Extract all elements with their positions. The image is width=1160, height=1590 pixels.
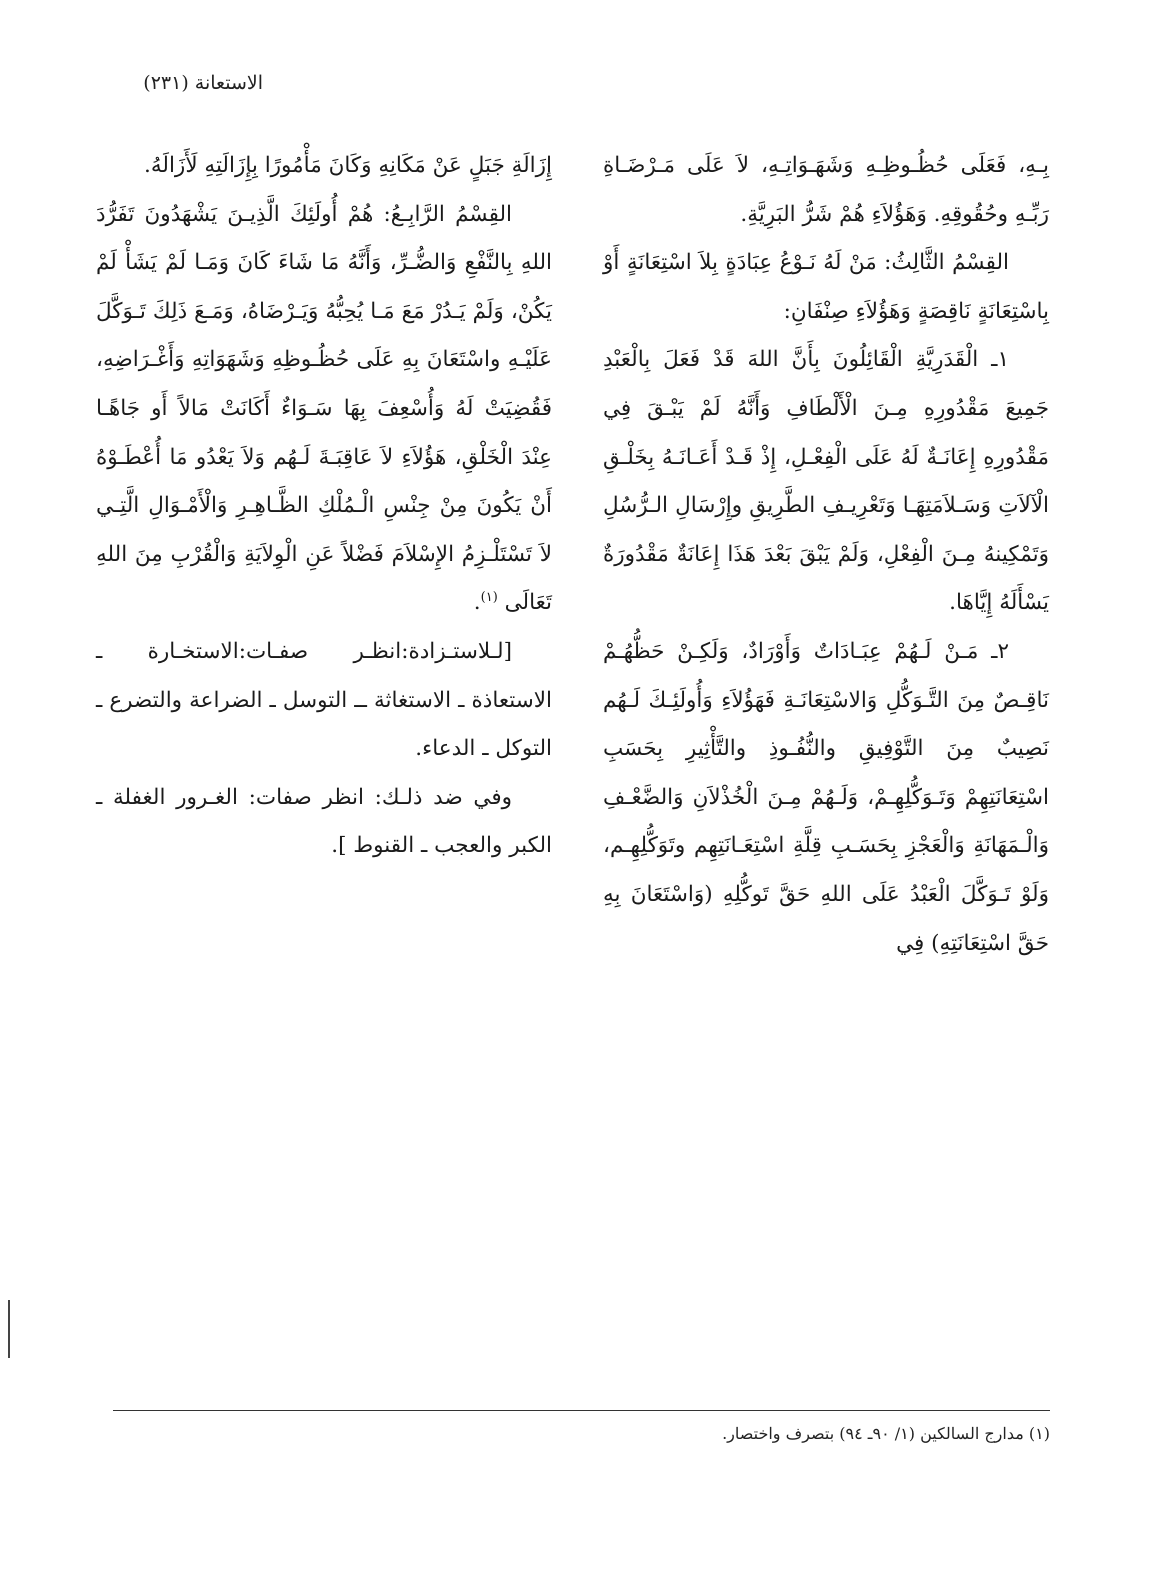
right-column — [603, 142, 1049, 968]
see-also-note: [لـلاستـزادة:انظـر صفـات:الاستخـارة ـ الاستعاذة ـ الاستغاثة ــ التوسل ـ الضراعة والتضرع ـ التوكل ـ الدعاء. — [96, 638, 552, 762]
opposites-note: وفي ضد ذلـك: انظر صفات: الغـرور الغفلة ـ الكبر والعجب ـ القنوط ]. — [96, 784, 552, 859]
paragraph: القِسْمُ الرَّابِـعُ: هُمْ أُولَئِكَ الَّذِيـنَ يَشْهَدُونَ تَفَرُّدَ اللهِ بِالنَّفْعِ وَالضُّـرِّ، وَأَنَّهُ مَا شَاءَ كَانَ وَمَـا لَمْ يَشَأْ لَمْ يَكُنْ، وَلَمْ يَـدُرْ مَعَ مَـا يُحِبُّهُ وَيَـرْضَاهُ، وَمَـعَ ذَلِكَ تَـوَكَّلَ عَلَيْـهِ واسْتَعَانَ بِهِ عَلَى حُظُـوظِهِ وَشَهَوَاتِهِ وَأَغْـرَاضِهِ، فَقُضِيَتْ لَهُ وَأُسْعِفَ بِهَا سَـوَاءٌ أَكَانَتْ مَالاً أَو جَاهًـا عِنْدَ الْخَلْقِ، هَؤُلاَءِ لاَ عَاقِبَـةَ لَـهُم وَلاَ يَعْدُو مَا أُعْطَـوْهُ أَنْ يَكُونَ مِنْ جِنْسِ الْـمُلْكِ الظَّـاهِـرِ وَالْأَمْـوَالِ الَّتِـي لاَ تَسْتَلْـزِمُ الإِسْلاَمَ فَضْلاً عَنِ الْوِلاَيَةِ وَالْقُرْبِ مِنَ اللهِ تَعَالَى $^{(١)}$. — [96, 201, 552, 616]
left-column — [96, 142, 552, 871]
paragraph: ٢ـ مَـنْ لَـهُمْ عِبَـادَاتٌ وَأَوْرَادٌ، وَلَكِـنْ حَظُّهُـمْ نَاقِـصٌ مِنَ التَّـوَكُّلِ وَالاسْتِعَانَـةِ فَهَؤُلاَءِ وَأُولَئِـكَ لَـهُم نَصِيبٌ مِنَ التَّوْفِيقِ والنُّفُـوذِ والتَّأْثِيرِ بِحَسَبِ اسْتِعَانَتِهِمْ وَتَـوَكُّلِهِـمْ، وَلَـهُمْ مِـنَ الْخُذْلاَنِ وَالضَّعْـفِ وَالْـمَهَانَةِ وَالْعَجْزِ بِحَسَـبِ قِلَّةِ اسْتِعَـانَتِهِم وتَوَكُّلِهِـم، وَلَوْ تَـوَكَّلَ الْعَبْدُ عَلَى اللهِ حَقَّ تَوكُّلِهِ (وَاسْتَعَانَ بِهِ حَقَّ اسْتِعَانَتِهِ) فِي — [603, 638, 1049, 956]
footnote-divider — [113, 1410, 1050, 1411]
paragraph: القِسْمُ الثَّالِثُ: مَنْ لَهُ نَـوْعُ عِبَادَةٍ بِلاَ اسْتِعَانَةٍ أَوْ بِاسْتِعَانَةٍ نَاقِصَةٍ وَهَؤُلاَءِ صِنْفَانِ: — [603, 250, 1049, 324]
paragraph: إِزَالَةِ جَبَلٍ عَنْ مَكَانِهِ وَكَانَ مَأْمُورًا بِإِزَالَتِهِ لَأَزَالَهُ. — [144, 153, 552, 178]
footnote-reference: (١) — [480, 590, 498, 606]
paragraph: ١ـ الْقَدَرِيَّةِ الْقَائِلُونَ بِأَنَّ اللهَ قَدْ فَعَلَ بِالْعَبْدِ جَمِيعَ مَقْدُورِهِ مِـنَ الْأَلْطَافِ وَأَنَّهُ لَمْ يَبْـقَ فِي مَقْدُورِهِ إِعَانَـةٌ لَهُ عَلَى الْفِعْـلِ، إِذْ قَـدْ أَعَـانَـهُ بِخَلْـقِ الْآلاَتِ وَسَـلاَمَتِهَـا وَتَعْرِيـفِ الطَّرِيقِ وإِرْسَالِ الـرُّسُلِ وَتَمْكِينهُ مِـنَ الْفِعْلِ، وَلَمْ يَبْقَ بَعْدَ هَذَا إِعَانَةٌ مَقْدُورَةٌ يَسْأَلَهُ إِيَّاهَا. — [603, 347, 1049, 616]
paragraph: بِـهِ، فَعَلَى حُظُـوظِـهِ وَشَهَـوَاتِـهِ، لاَ عَلَى مَـرْضَـاةِ رَبِّـهِ وحُقُوقِهِ. وَهَؤُلاَءِ هُمْ شَرُّ البَرِيَّةِ. — [603, 153, 1049, 227]
margin-mark — [8, 1300, 10, 1358]
running-header: الاستعانة (٢٣١) — [143, 72, 263, 94]
footnote: (١) مدارج السالكين (١/ ٩٠ـ ٩٤) بتصرف واختصار. — [722, 1424, 1050, 1443]
paragraph-text: القِسْمُ الرَّابِـعُ: هُمْ أُولَئِكَ الَّذِيـنَ يَشْهَدُونَ تَفَرُّدَ اللهِ بِالنَّفْعِ وَالضُّـرِّ، وَأَنَّهُ مَا شَاءَ كَانَ وَمَـا لَمْ يَشَأْ لَمْ يَكُنْ، وَلَمْ يَـدُرْ مَعَ مَـا يُحِبُّهُ وَيَـرْضَاهُ، وَمَـعَ ذَلِكَ تَـوَكَّلَ عَلَيْـهِ واسْتَعَانَ بِهِ عَلَى حُظُـوظِهِ وَشَهَوَاتِهِ وَأَغْـرَاضِهِ، فَقُضِيَتْ لَهُ وَأُسْعِفَ بِهَا سَـوَاءٌ أَكَانَتْ مَالاً أَو جَاهًـا عِنْدَ الْخَلْقِ، هَؤُلاَءِ لاَ عَاقِبَـةَ لَـهُم وَلاَ يَعْدُو مَا أُعْطَـوْهُ أَنْ يَكُونَ مِنْ جِنْسِ الْـمُلْكِ الظَّـاهِـرِ وَالْأَمْـوَالِ الَّتِـي لاَ تَسْتَلْـزِمُ الإِسْلاَمَ فَضْلاً عَنِ الْوِلاَيَةِ وَالْقُرْبِ مِنَ اللهِ تَعَالَى — [96, 201, 552, 616]
